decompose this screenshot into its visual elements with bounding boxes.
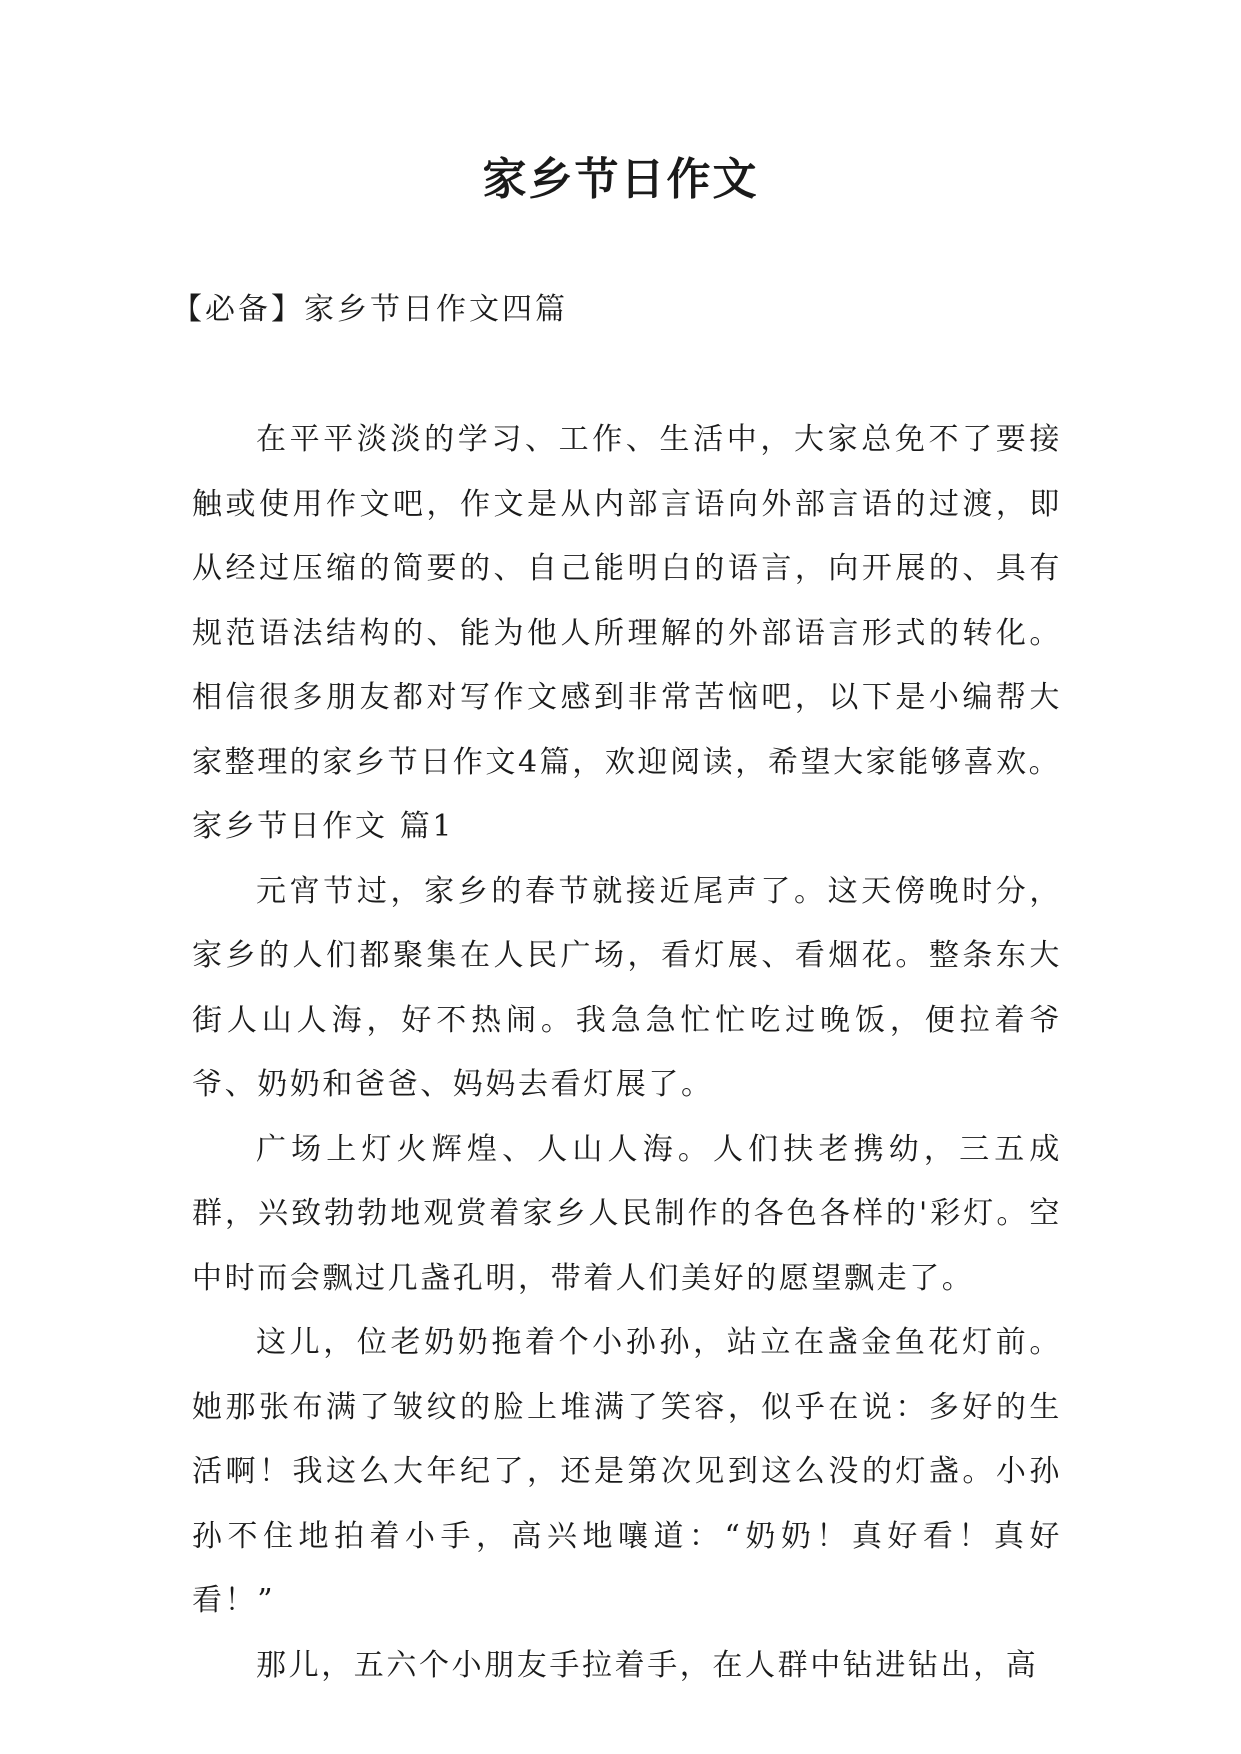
body-paragraph: 这儿，位老奶奶拖着个小孙孙，站立在盏金鱼花灯前。她那张布满了皱纹的脸上堆满了笑容，似乎在说：多好的生活啊！我这么大年纪了，还是第次见到这么没的灯盏。小孙孙不住地拍着小手，高兴地嚷道：“奶奶！真好看！真好看！” — [192, 1325, 1062, 1618]
body-paragraph: 广场上灯火辉煌、人山人海。人们扶老携幼，三五成群，兴致勃勃地观赏着家乡人民制作的各色各样的'彩灯。空中时而会飘过几盏孔明，带着人们美好的愿望飘走了。 — [192, 1131, 1062, 1296]
body-paragraph: 元宵节过，家乡的春节就接近尾声了。这天傍晚时分，家乡的人们都聚集在人民广场，看灯展、看烟花。整条东大街人山人海，好不热闹。我急急忙忙吃过晚饭，便拉着爷爷、奶奶和爸爸、妈妈去看灯展了。 — [192, 873, 1062, 1102]
section-heading: 家乡节日作文 篇1 — [192, 809, 455, 844]
document-subtitle: 【必备】家乡节日作文四篇 — [172, 292, 568, 327]
document-body — [192, 408, 1062, 1698]
body-paragraph: 那儿，五六个小朋友手拉着手，在人群中钻进钻出，高 — [256, 1647, 1039, 1683]
document-title: 家乡节日作文 — [482, 154, 759, 205]
intro-paragraph: 在平平淡淡的学习、工作、生活中，大家总免不了要接触或使用作文吧，作文是从内部言语向外部言语的过渡，即从经过压缩的简要的、自己能明白的语言，向开展的、具有规范语法结构的、能为他人所理解的外部语言形式的转化。相信很多朋友都对写作文感到非常苦恼吧，以下是小编帮大家整理的家乡节日作文4篇，欢迎阅读，希望大家能够喜欢。 — [192, 422, 1062, 780]
